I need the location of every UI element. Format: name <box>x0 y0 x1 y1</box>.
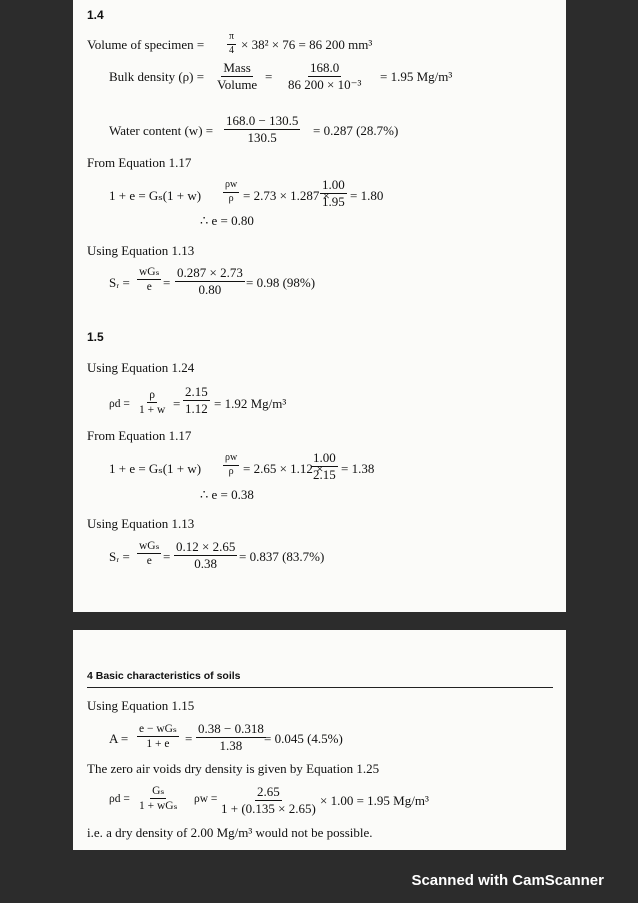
textbook-page-upper <box>73 0 566 612</box>
void-ratio-2-lhs: 1 + e = Gₛ(1 + w) <box>109 461 202 476</box>
zav-result: × 1.00 = 1.95 Mg/m³ <box>320 793 429 808</box>
mass-volume-fraction <box>215 61 259 91</box>
zav-symbolic-denominator: 1 + wGₛ <box>139 800 178 813</box>
pi-symbol: π <box>227 32 236 45</box>
air-content-lhs: A = <box>109 731 129 746</box>
dry-density-symbolic-fraction <box>137 389 167 416</box>
void-ratio-lhs: 1 + e = Gₛ(1 + w) <box>109 188 202 203</box>
from-equation-1-17-a: From Equation 1.17 <box>87 155 192 170</box>
dry-density-denominator: 1.12 <box>185 400 208 416</box>
saturation-2-result: = 0.837 (83.7%) <box>239 549 325 564</box>
density-ratio-2-numerator: 1.00 <box>313 450 336 465</box>
rho: ρ <box>228 192 234 204</box>
water-content-label: Water content (w) = <box>109 123 214 138</box>
mass-numerator: Mass <box>223 60 251 75</box>
saturation-2-denominator: 0.38 <box>194 555 218 571</box>
running-header: 4 Basic characteristics of soils <box>87 670 241 682</box>
equals-sign: = <box>185 731 193 746</box>
air-content-result: = 0.045 (4.5%) <box>264 731 343 746</box>
header-rule <box>87 687 553 688</box>
density-ratio-2-fraction <box>311 451 338 481</box>
saturation-2-symbolic-fraction <box>137 540 161 567</box>
water-content-numerator: 168.0 − 130.5 <box>226 113 299 128</box>
air-content-symbolic-fraction <box>137 723 179 750</box>
void-ratio-result: = 1.80 <box>350 188 384 203</box>
saturation-denominator: 0.80 <box>198 281 222 297</box>
rho-w-2: ρw <box>223 453 239 466</box>
void-ratio-2-middle: = 2.65 × 1.12 × <box>243 461 324 476</box>
textbook-page-lower <box>73 630 566 850</box>
using-equation-1-13-b: Using Equation 1.13 <box>87 516 195 531</box>
dry-density-result: = 1.92 Mg/m³ <box>214 396 287 411</box>
saturation-2-numerator: 0.12 × 2.65 <box>176 539 236 554</box>
saturation-value-fraction <box>175 266 245 296</box>
using-equation-1-24: Using Equation 1.24 <box>87 360 195 375</box>
air-content-value-fraction <box>196 722 266 752</box>
rho-2: ρ <box>228 465 234 477</box>
zav-denominator: 1 + (0.135 × 2.65) <box>221 800 316 816</box>
saturation-symbolic-fraction <box>137 266 161 293</box>
volume-pi-fraction <box>227 32 236 56</box>
void-ratio-2-result: = 1.38 <box>341 461 375 476</box>
camscanner-watermark: Scanned with CamScanner <box>411 872 604 889</box>
saturation-2-symbolic-denominator: e <box>146 555 152 568</box>
saturation-symbolic-denominator: e <box>146 281 152 294</box>
air-content-symbolic-numerator: e − wGₛ <box>137 723 179 737</box>
water-content-fraction <box>224 114 300 144</box>
bulk-density-label: Bulk density (ρ) = <box>109 69 205 84</box>
rho-w: ρw <box>223 180 239 193</box>
equals-sign: = <box>163 549 171 564</box>
volume-label: Volume of specimen = <box>87 37 205 52</box>
zero-air-voids-text: The zero air voids dry density is given by Equation 1.25 <box>87 761 380 776</box>
from-equation-1-17-b: From Equation 1.17 <box>87 428 192 443</box>
equals-sign: = <box>163 275 171 290</box>
zav-lhs: ρd = <box>109 793 130 805</box>
void-ratio-middle: = 2.73 × 1.287 × <box>243 188 330 203</box>
rho-w-over-rho <box>223 180 239 204</box>
bulk-mass-value: 168.0 <box>310 60 340 75</box>
air-content-numerator: 0.38 − 0.318 <box>198 721 264 736</box>
dry-density-symbolic-denominator: 1 + w <box>139 404 166 417</box>
saturation-2-value-fraction <box>174 540 237 570</box>
volume-result: × 38² × 76 = 86 200 mm³ <box>241 37 373 52</box>
dry-density-symbolic-numerator: ρ <box>147 389 157 403</box>
saturation-lhs: Sᵣ = <box>109 275 130 290</box>
four-denominator: 4 <box>229 44 235 56</box>
density-ratio-denominator: 1.95 <box>322 193 345 209</box>
equals-sign: = <box>173 396 181 411</box>
bulk-value-fraction <box>286 61 363 91</box>
zav-numerator: 2.65 <box>257 784 280 799</box>
equals-sign: = <box>265 69 273 84</box>
saturation-symbolic-numerator: wGₛ <box>137 266 161 280</box>
saturation-2-symbolic-numerator: wGₛ <box>137 540 161 554</box>
volume-denominator: Volume <box>217 76 258 92</box>
zav-value-fraction <box>219 785 318 815</box>
zav-symbolic-numerator: Gₛ <box>150 785 166 799</box>
using-equation-1-15: Using Equation 1.15 <box>87 698 195 713</box>
void-ratio-2-value: ∴ e = 0.38 <box>200 487 254 502</box>
zav-symbolic-fraction <box>137 785 179 812</box>
saturation-2-lhs: Sᵣ = <box>109 549 130 564</box>
rho-w-over-rho-2 <box>223 453 239 477</box>
dry-density-lhs: ρd = <box>109 398 130 410</box>
air-content-symbolic-denominator: 1 + e <box>146 738 170 751</box>
density-ratio-2-denominator: 2.15 <box>313 466 336 482</box>
water-content-denominator: 130.5 <box>247 129 277 145</box>
saturation-numerator: 0.287 × 2.73 <box>177 265 243 280</box>
dry-density-value-fraction <box>183 385 210 415</box>
bulk-density-result: = 1.95 Mg/m³ <box>380 69 453 84</box>
bulk-volume-value: 86 200 × 10⁻³ <box>288 76 362 92</box>
void-ratio-value: ∴ e = 0.80 <box>200 213 254 228</box>
section-heading-1-5: 1.5 <box>87 330 104 344</box>
using-equation-1-13-a: Using Equation 1.13 <box>87 243 195 258</box>
water-content-result: = 0.287 (28.7%) <box>313 123 399 138</box>
conclusion-text: i.e. a dry density of 2.00 Mg/m³ would not be possible. <box>87 825 373 840</box>
section-heading-1-4: 1.4 <box>87 8 104 22</box>
zav-rho-w: ρw = <box>194 793 218 805</box>
density-ratio-numerator: 1.00 <box>322 177 345 192</box>
saturation-result: = 0.98 (98%) <box>246 275 316 290</box>
air-content-denominator: 1.38 <box>219 737 243 753</box>
dry-density-numerator: 2.15 <box>185 384 208 399</box>
density-ratio-fraction <box>320 178 347 208</box>
